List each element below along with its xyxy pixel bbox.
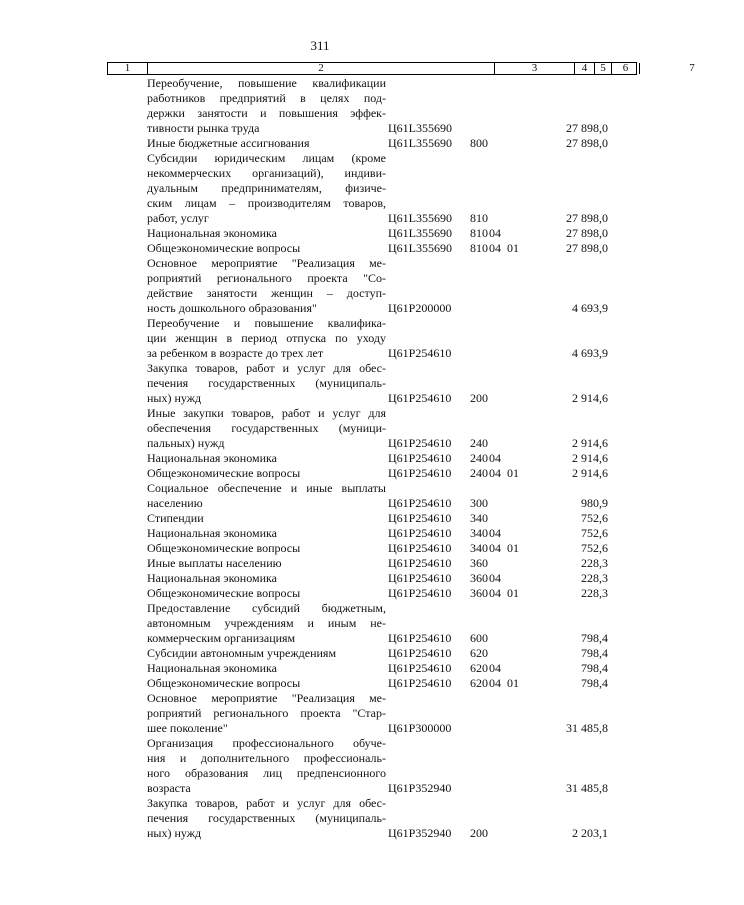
row-description: [147, 601, 386, 646]
description-line: Национальная экономика: [147, 571, 277, 585]
row-description: [147, 406, 386, 451]
table-row: [0, 736, 640, 796]
row-description: [147, 256, 386, 316]
row-amount: 31 485,8: [566, 721, 608, 735]
row-col-4: 360: [470, 586, 488, 600]
description-line: ния и дополнительного профессиональ-: [147, 751, 386, 765]
row-code: Ц61P254610: [388, 436, 452, 450]
description-line: Национальная экономика: [147, 661, 277, 675]
row-description: [147, 586, 386, 601]
row-col-4: 340: [470, 511, 488, 525]
row-description: [147, 76, 386, 136]
row-description: [147, 466, 386, 481]
row-col-4: 240: [470, 451, 488, 465]
description-line: коммерческим организациям: [147, 631, 296, 645]
row-col-5: 04: [489, 241, 501, 255]
row-amount: 228,3: [581, 571, 608, 585]
row-col-6: 01: [507, 241, 519, 255]
description-line: Иные выплаты населению: [147, 556, 282, 570]
row-amount: 31 485,8: [566, 781, 608, 795]
row-amount: 27 898,0: [566, 121, 608, 135]
row-code: Ц61L355690: [388, 211, 452, 225]
row-amount: 798,4: [581, 646, 608, 660]
row-col-5: 04: [489, 466, 501, 480]
row-col-4: 240: [470, 466, 488, 480]
table-row: [0, 316, 640, 361]
row-col-4: 810: [470, 211, 488, 225]
table-row: [0, 406, 640, 451]
row-description: [147, 511, 386, 526]
description-line: действие занятости женщин – доступ-: [147, 286, 386, 300]
row-code: Ц61L355690: [388, 226, 452, 240]
description-line: обеспечения государственных (муници-: [147, 421, 386, 435]
description-line: ных) нужд: [147, 826, 202, 840]
row-amount: 4 693,9: [572, 301, 608, 315]
row-amount: 228,3: [581, 556, 608, 570]
row-amount: 228,3: [581, 586, 608, 600]
description-line: некоммерческих организаций), индиви-: [147, 166, 386, 180]
row-col-4: 600: [470, 631, 488, 645]
row-code: Ц61P352940: [388, 781, 452, 795]
row-col-4: 340: [470, 526, 488, 540]
row-amount: 27 898,0: [566, 241, 608, 255]
row-col-4: 360: [470, 571, 488, 585]
table-row: [0, 76, 640, 136]
description-line: Предоставление субсидий бюджетным,: [147, 601, 386, 615]
row-code: Ц61P254610: [388, 556, 452, 570]
description-line: Закупка товаров, работ и услуг для обес-: [147, 796, 386, 810]
description-line: Субсидии автономным учреждениям: [147, 646, 337, 660]
row-col-4: 810: [470, 226, 488, 240]
description-line: Основное мероприятие "Реализация ме-: [147, 691, 386, 705]
table-row: [0, 151, 640, 226]
description-line: печения государственных (муниципаль-: [147, 811, 386, 825]
table-row: [0, 586, 640, 601]
row-code: Ц61P254610: [388, 391, 452, 405]
row-code: Ц61P254610: [388, 631, 452, 645]
description-line: Организация профессионального обуче-: [147, 736, 386, 750]
row-amount: 2 914,6: [572, 391, 608, 405]
table-header: [107, 62, 695, 75]
row-code: Ц61P254610: [388, 526, 452, 540]
row-col-4: 200: [470, 391, 488, 405]
description-line: Национальная экономика: [147, 451, 277, 465]
description-line: ного образования лиц предпенсионного: [147, 766, 386, 780]
description-line: Национальная экономика: [147, 526, 277, 540]
description-line: Общеэкономические вопросы: [147, 586, 301, 600]
row-code: Ц61L355690: [388, 241, 452, 255]
table-row: [0, 256, 640, 316]
row-description: [147, 226, 386, 241]
row-col-5: 04: [489, 226, 501, 240]
row-amount: 2 203,1: [572, 826, 608, 840]
row-code: Ц61P254610: [388, 496, 452, 510]
table-row: [0, 481, 640, 511]
row-amount: 2 914,6: [572, 466, 608, 480]
description-line: шее поколение": [147, 721, 228, 735]
table-row: [0, 241, 640, 256]
row-col-5: 04: [489, 526, 501, 540]
description-line: Общеэкономические вопросы: [147, 541, 301, 555]
description-line: Основное мероприятие "Реализация ме-: [147, 256, 386, 270]
row-description: [147, 661, 386, 676]
row-amount: 752,6: [581, 526, 608, 540]
description-line: работ, услуг: [147, 211, 209, 225]
description-line: ность дошкольного образования": [147, 301, 317, 315]
row-description: [147, 541, 386, 556]
row-code: Ц61P254610: [388, 646, 452, 660]
description-line: роприятий регионального проекта "Стар-: [147, 706, 386, 720]
description-line: Иные закупки товаров, работ и услуг для: [147, 406, 386, 420]
row-col-4: 620: [470, 646, 488, 660]
row-amount: 798,4: [581, 676, 608, 690]
row-col-6: 01: [507, 586, 519, 600]
row-code: Ц61P200000: [388, 301, 452, 315]
table-row: [0, 226, 640, 241]
row-description: [147, 556, 386, 571]
description-line: Общеэкономические вопросы: [147, 466, 301, 480]
description-line: Закупка товаров, работ и услуг для обес-: [147, 361, 386, 375]
description-line: держки занятости и повышения эффек-: [147, 106, 386, 120]
table-row: [0, 526, 640, 541]
table-body: [0, 76, 640, 841]
table-row: [0, 136, 640, 151]
table-row: [0, 601, 640, 646]
row-description: [147, 316, 386, 361]
description-line: Переобучение и повышение квалифика-: [147, 316, 386, 330]
row-col-5: 04: [489, 586, 501, 600]
row-col-4: 810: [470, 241, 488, 255]
row-code: Ц61P254610: [388, 676, 452, 690]
table-row: [0, 646, 640, 661]
row-amount: 980,9: [581, 496, 608, 510]
row-amount: 752,6: [581, 541, 608, 555]
row-col-5: 04: [489, 541, 501, 555]
table-row: [0, 661, 640, 676]
description-line: населению: [147, 496, 203, 510]
row-description: [147, 361, 386, 406]
table-row: [0, 676, 640, 691]
description-line: за ребенком в возрасте до трех лет: [147, 346, 324, 360]
row-amount: 752,6: [581, 511, 608, 525]
row-description: [147, 646, 386, 661]
row-col-4: 200: [470, 826, 488, 840]
row-code: Ц61L355690: [388, 121, 452, 135]
description-line: ции женщин в период отпуска по уходу: [147, 331, 386, 345]
table-row: [0, 691, 640, 736]
row-col-5: 04: [489, 571, 501, 585]
header-col-2: 2: [147, 63, 494, 74]
table-row: [0, 361, 640, 406]
header-col-1: 1: [124, 62, 131, 74]
row-amount: 27 898,0: [566, 211, 608, 225]
row-code: Ц61P300000: [388, 721, 452, 735]
row-description: [147, 481, 386, 511]
table-row: [0, 571, 640, 586]
row-description: [147, 151, 386, 226]
table-row: [0, 541, 640, 556]
row-col-4: 240: [470, 436, 488, 450]
description-line: возраста: [147, 781, 191, 795]
row-code: Ц61P254610: [388, 571, 452, 585]
table-row: [0, 556, 640, 571]
row-col-5: 04: [489, 661, 501, 675]
row-col-6: 01: [507, 676, 519, 690]
row-col-6: 01: [507, 541, 519, 555]
row-col-5: 04: [489, 676, 501, 690]
table-row: [0, 451, 640, 466]
row-code: Ц61L355690: [388, 136, 452, 150]
row-code: Ц61P254610: [388, 346, 452, 360]
header-col-7: 7: [639, 63, 744, 74]
row-col-4: 360: [470, 556, 488, 570]
row-code: Ц61P254610: [388, 541, 452, 555]
row-amount: 2 914,6: [572, 451, 608, 465]
description-line: дуальным предпринимателям, физиче-: [147, 181, 386, 195]
description-line: работников предприятий в целях под-: [147, 91, 386, 105]
description-line: Переобучение, повышение квалификации: [147, 76, 386, 90]
row-description: [147, 136, 386, 151]
row-description: [147, 691, 386, 736]
description-line: Национальная экономика: [147, 226, 277, 240]
row-amount: 27 898,0: [566, 226, 608, 240]
row-code: Ц61P254610: [388, 451, 452, 465]
description-line: пальных) нужд: [147, 436, 225, 450]
header-col-5: 5: [594, 63, 611, 74]
header-col-4: 4: [574, 63, 594, 74]
row-description: [147, 526, 386, 541]
table-row: [0, 511, 640, 526]
header-col-6: 6: [611, 63, 639, 74]
row-code: Ц61P254610: [388, 466, 452, 480]
description-line: Стипендии: [147, 511, 204, 525]
row-description: [147, 241, 386, 256]
row-col-4: 620: [470, 676, 488, 690]
row-col-4: 340: [470, 541, 488, 555]
row-amount: 2 914,6: [572, 436, 608, 450]
row-col-4: 620: [470, 661, 488, 675]
row-code: Ц61P254610: [388, 586, 452, 600]
row-description: [147, 676, 386, 691]
row-description: [147, 796, 386, 841]
description-line: Общеэкономические вопросы: [147, 241, 301, 255]
description-line: роприятий регионального проекта "Со-: [147, 271, 386, 285]
description-line: автономным учреждениям и иным не-: [147, 616, 386, 630]
row-amount: 4 693,9: [572, 346, 608, 360]
header-col-3: 3: [494, 63, 574, 74]
row-amount: 798,4: [581, 631, 608, 645]
table-row: [0, 466, 640, 481]
table-row: [0, 796, 640, 841]
row-amount: 27 898,0: [566, 136, 608, 150]
description-line: Социальное обеспечение и иные выплаты: [147, 481, 386, 495]
row-description: [147, 571, 386, 586]
description-line: Общеэкономические вопросы: [147, 676, 301, 690]
row-col-5: 04: [489, 451, 501, 465]
row-col-4: 300: [470, 496, 488, 510]
row-col-6: 01: [507, 466, 519, 480]
description-line: тивности рынка труда: [147, 121, 260, 135]
description-line: Иные бюджетные ассигнования: [147, 136, 310, 150]
row-description: [147, 451, 386, 466]
description-line: Субсидии юридическим лицам (кроме: [147, 151, 386, 165]
page-number: 311: [310, 38, 330, 53]
row-code: Ц61P352940: [388, 826, 452, 840]
row-code: Ц61P254610: [388, 661, 452, 675]
description-line: ским лицам – производителям товаров,: [147, 196, 386, 210]
description-line: печения государственных (муниципаль-: [147, 376, 386, 390]
row-description: [147, 736, 386, 796]
description-line: ных) нужд: [147, 391, 202, 405]
row-code: Ц61P254610: [388, 511, 452, 525]
row-col-4: 800: [470, 136, 488, 150]
row-amount: 798,4: [581, 661, 608, 675]
